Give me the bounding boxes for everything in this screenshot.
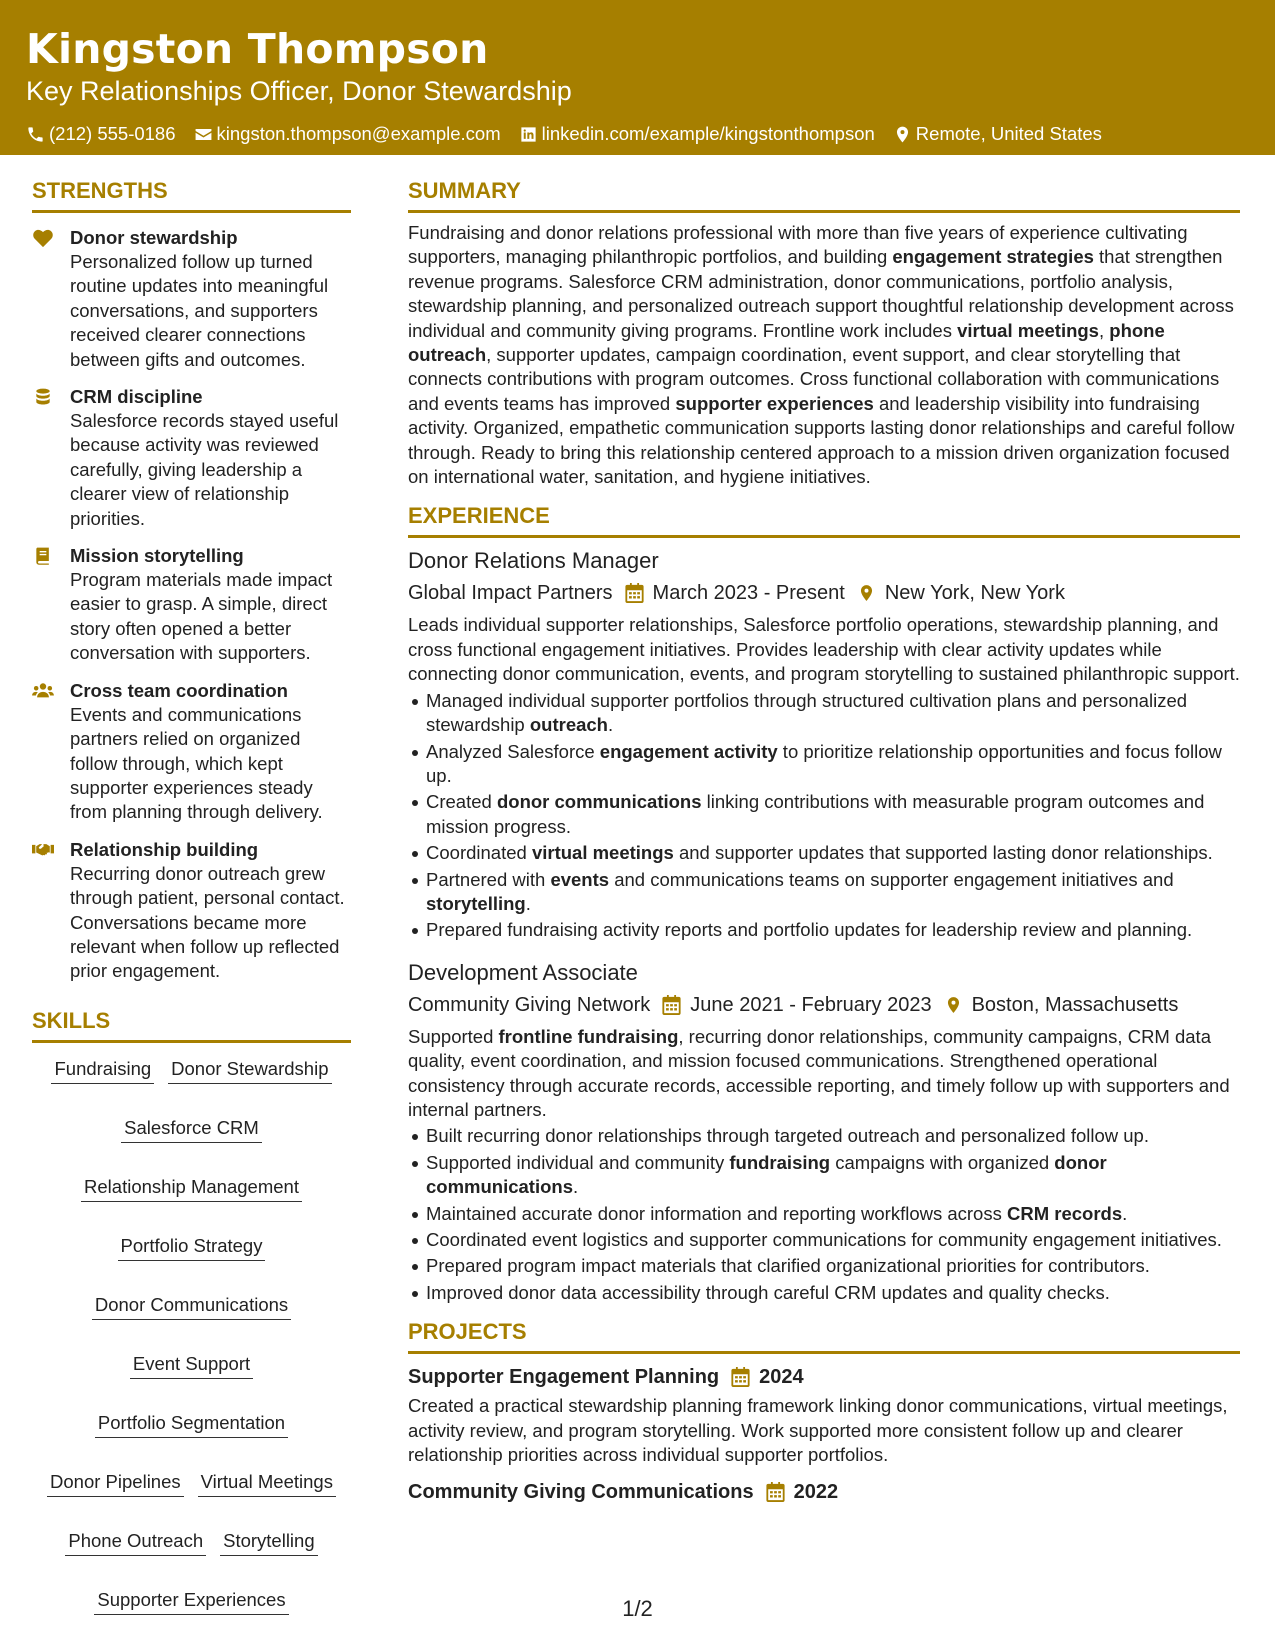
bullet-item: Partnered with events and communications teams on supporter engagement initiatives and storytelling.: [408, 868, 1240, 917]
strength-desc: Recurring donor outreach grew through patient, personal contact. Conversations became more relevant when follow up reflected prior engagement.: [70, 862, 345, 982]
job-meta: [408, 579, 1240, 607]
projects-section: [408, 1319, 1240, 1505]
project-year: 2024: [759, 1366, 804, 1389]
handshake-icon: [32, 840, 54, 860]
skills-list: [32, 1057, 351, 1615]
job-company: Global Impact Partners: [408, 582, 613, 605]
strength-desc: Program materials made impact easier to grasp. A simple, direct story often opened a better conversation with supporters.: [70, 569, 333, 664]
location-pin-icon: [857, 583, 876, 603]
job-dates: March 2023 - Present: [652, 582, 845, 605]
job-title: Donor Relations Manager: [408, 548, 659, 574]
page-number: 1/2: [622, 1596, 653, 1621]
skill-tag: Fundraising: [51, 1057, 154, 1084]
project-description: Created a practical stewardship planning framework linking donor communications, virtual meetings, activity review, and program storytelling. Work supported more consistent follow up and clearer relationship priorities across individual supporter portfolios.: [408, 1395, 1228, 1466]
users-icon: [32, 681, 54, 701]
resume-header: [0, 0, 1275, 155]
contact-linkedin[interactable]: [519, 122, 875, 146]
bullet-item: Analyzed Salesforce engagement activity to prioritize relationship opportunities and focus follow up.: [408, 740, 1240, 789]
skill-tag: Phone Outreach: [65, 1529, 206, 1556]
job-location: Boston, Massachusetts: [971, 993, 1179, 1016]
strengths-section: [32, 178, 351, 984]
calendar-icon: [731, 1367, 750, 1387]
summary-section: [408, 178, 1240, 489]
bullet-item: Supported individual and community fundraising campaigns with organized donor communications.: [408, 1151, 1240, 1200]
job-dates: June 2021 - February 2023: [690, 993, 932, 1016]
strength-item: [32, 544, 351, 666]
skill-tag: Relationship Management: [81, 1175, 302, 1202]
calendar-icon: [625, 583, 644, 603]
candidate-role: Key Relationships Officer, Donor Stewardship: [26, 76, 572, 106]
skills-section: [32, 1008, 351, 1615]
project-entry: [408, 1364, 1240, 1467]
strengths-heading: STRENGTHS: [32, 178, 351, 213]
bullet-item: Coordinated virtual meetings and supporter updates that supported lasting donor relationships.: [408, 841, 1240, 865]
envelope-icon: [194, 125, 213, 144]
bullet-item: Managed individual supporter portfolios through structured cultivation plans and personalized stewardship outreach.: [408, 689, 1240, 738]
database-icon: [32, 387, 54, 407]
bullet-item: Prepared fundraising activity reports and portfolio updates for leadership review and planning.: [408, 918, 1240, 942]
bullet-item: Coordinated event logistics and supporter communications for community engagement initiatives.: [408, 1228, 1240, 1252]
linkedin-text: linkedin.com/example/kingstonthompson: [541, 123, 875, 144]
experience-heading: EXPERIENCE: [408, 503, 1240, 538]
job-bullets: [408, 1124, 1240, 1305]
skills-heading: SKILLS: [32, 1008, 351, 1043]
strength-item: [32, 385, 351, 531]
strength-item: [32, 226, 351, 372]
project-year: 2022: [793, 1481, 839, 1504]
projects-heading: PROJECTS: [408, 1319, 1240, 1354]
phone-text: (212) 555-0186: [49, 123, 176, 144]
contact-bar: [26, 122, 1275, 146]
phone-icon: [26, 125, 45, 144]
book-icon: [32, 546, 54, 566]
job-entry: [408, 547, 1240, 942]
job-location: New York, New York: [884, 582, 1065, 605]
left-column: [32, 178, 351, 1615]
project-title: Supporter Engagement Planning: [408, 1366, 720, 1389]
job-title: Development Associate: [408, 959, 638, 985]
strength-title: Mission storytelling: [70, 545, 244, 567]
job-company: Community Giving Network: [408, 993, 651, 1016]
project-header: [408, 1364, 1240, 1390]
strength-item: [32, 679, 351, 825]
skill-tag: Portfolio Segmentation: [95, 1411, 288, 1438]
bullet-item: Maintained accurate donor information and reporting workflows across CRM records.: [408, 1202, 1240, 1226]
skill-tag: Donor Communications: [92, 1293, 291, 1320]
location-pin-icon: [944, 995, 963, 1015]
bullet-item: Improved donor data accessibility through careful CRM updates and quality checks.: [408, 1281, 1240, 1305]
contact-email[interactable]: [194, 122, 501, 146]
location-text: Remote, United States: [915, 123, 1102, 144]
bullet-item: Prepared program impact materials that clarified organizational priorities for contributors.: [408, 1254, 1240, 1278]
contact-phone[interactable]: [26, 122, 176, 146]
strength-item: [32, 838, 351, 984]
strength-desc: Events and communications partners relied on organized follow through, which kept supporter experiences steady from planning through delivery.: [70, 703, 323, 823]
right-column: [408, 178, 1240, 1505]
bullet-item: Created donor communications linking contributions with measurable program outcomes and mission progress.: [408, 790, 1240, 839]
summary-heading: SUMMARY: [408, 178, 1240, 213]
email-text: kingston.thompson@example.com: [216, 123, 501, 144]
skill-tag: Storytelling: [220, 1529, 318, 1556]
project-header: [408, 1479, 1240, 1505]
project-entry: [408, 1479, 1240, 1505]
skill-tag: Donor Pipelines: [47, 1470, 184, 1497]
skill-tag: Portfolio Strategy: [118, 1234, 266, 1261]
job-description: Supported frontline fundraising, recurring donor relationships, community campaigns, CRM data quality, event coordination, and mission focused communications. Strengthened operational consistency through accurate records, accessible reporting, and timely follow up with supporters and internal partners.: [408, 1025, 1230, 1120]
location-pin-icon: [893, 125, 912, 144]
contact-location: [893, 122, 1102, 146]
linkedin-icon: [519, 125, 538, 144]
job-description: Leads individual supporter relationships, Salesforce portfolio operations, stewardship planning, and cross functional engagement initiatives. Provides leadership with clear activity updates while connecting donor communication, events, and program storytelling to sustained philanthropic support.: [408, 614, 1240, 685]
skill-tag: Salesforce CRM: [121, 1116, 262, 1143]
job-entry: [408, 959, 1240, 1305]
strength-title: Donor stewardship: [70, 227, 238, 248]
strength-title: Relationship building: [70, 838, 259, 860]
strength-title: Cross team coordination: [70, 679, 288, 701]
job-bullets: [408, 689, 1240, 943]
calendar-icon: [766, 1482, 785, 1502]
skill-tag: Supporter Experiences: [94, 1588, 288, 1615]
job-meta: [408, 991, 1240, 1019]
bullet-item: Built recurring donor relationships through targeted outreach and personalized follow up.: [408, 1124, 1240, 1148]
skill-tag: Virtual Meetings: [198, 1470, 336, 1497]
strength-title: CRM discipline: [70, 386, 203, 408]
summary-paragraph: Fundraising and donor relations professional with more than five years of experience cultivating supporters, managing philanthropic portfolios, and building engagement strategies that strengthen revenue programs. Salesforce CRM administration, donor communications, portfolio analysis, stewardship planning, and personalized outreach support thoughtful relationship development across individual and community giving programs. Frontline work includes virtual meetings, phone outreach, supporter updates, campaign coordination, event support, and clear storytelling that connects contributions with program outcomes. Cross functional collaboration with communications and events teams has improved supporter experiences and leadership visibility into fundraising activity. Organized, empathetic communication supports lasting donor relationships and careful follow through. Ready to bring this relationship centered approach to a mission driven organization focused on international water, sanitation, and hygiene initiatives.: [408, 222, 1235, 488]
candidate-name: Kingston Thompson: [26, 25, 489, 73]
skill-tag: Donor Stewardship: [168, 1057, 331, 1084]
skill-tag: Event Support: [130, 1352, 253, 1379]
heart-icon: [32, 228, 54, 248]
project-title: Community Giving Communications: [408, 1481, 754, 1504]
calendar-icon: [662, 995, 681, 1015]
strength-desc: Personalized follow up turned routine updates into meaningful conversations, and supporters received clearer connections between gifts and outcomes.: [70, 251, 329, 370]
strength-desc: Salesforce records stayed useful because activity was reviewed carefully, giving leadership a clearer view of relationship priorities.: [70, 410, 339, 529]
experience-section: [408, 503, 1240, 1305]
